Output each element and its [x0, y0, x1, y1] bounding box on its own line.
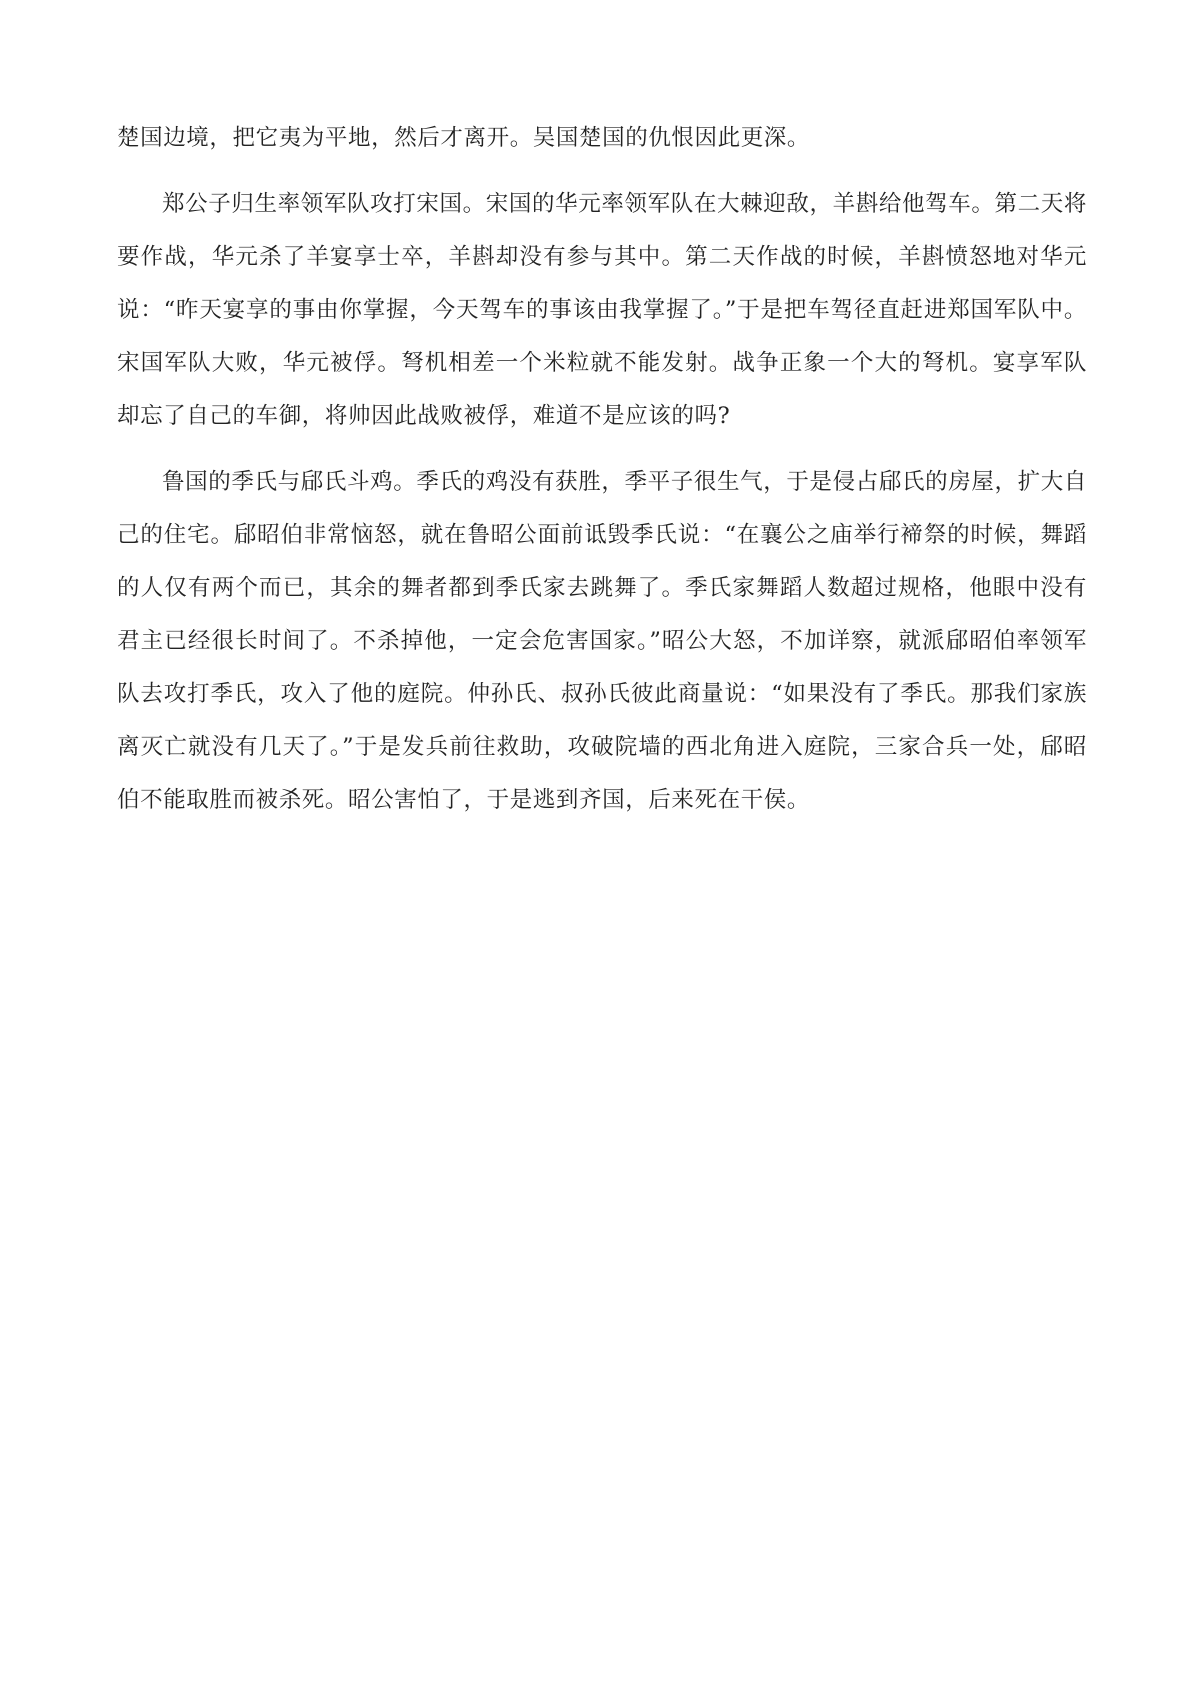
paragraph-ji-hou-cockfight: 鲁国的季氏与郈氏斗鸡。季氏的鸡没有获胜，季平子很生气，于是侵占郈氏的房屋，扩大自己的住宅。郈昭伯非常恼怒，就在鲁昭公面前诋毁季氏说：“在襄公之庙举行褅祭的时候，舞蹈的人仅有两个而已，其余的舞者都到季氏家去跳舞了。季氏家舞蹈人数超过规格，他眼中没有君主已经很长时间了。不杀掉他，一定会危害国家。”昭公大怒，不加详察，就派郈昭伯率领军队去攻打季氏，攻入了他的庭院。仲孙氏、叔孙氏彼此商量说：“如果没有了季氏。那我们家族离灭亡就没有几天了。”于是发兵前往救助，攻破院墙的西北角进入庭院，三家合兵一处，郈昭伯不能取胜而被杀死。昭公害怕了，于是逃到齐国，后来死在干侯。: [117, 469, 1087, 813]
paragraph-zheng-song-battle: 郑公子归生率领军队攻打宋国。宋国的华元率领军队在大棘迎敌，羊斟给他驾车。第二天将要作战，华元杀了羊宴享士卒，羊斟却没有参与其中。第二天作战的时候，羊斟愤怒地对华元说：“昨天宴享的事由你掌握，今天驾车的事该由我掌握了。”于是把车驾径直赶进郑国军队中。宋国军队大败，华元被俘。弩机相差一个米粒就不能发射。战争正象一个大的弩机。宴享军队却忘了自己的车御，将帅因此战败被俘，难道不是应该的吗?: [117, 191, 1087, 429]
document-body: [117, 112, 1087, 840]
paragraph-continuation: 楚国边境，把它夷为平地，然后才离开。吴国楚国的仇恨因此更深。: [117, 125, 811, 151]
